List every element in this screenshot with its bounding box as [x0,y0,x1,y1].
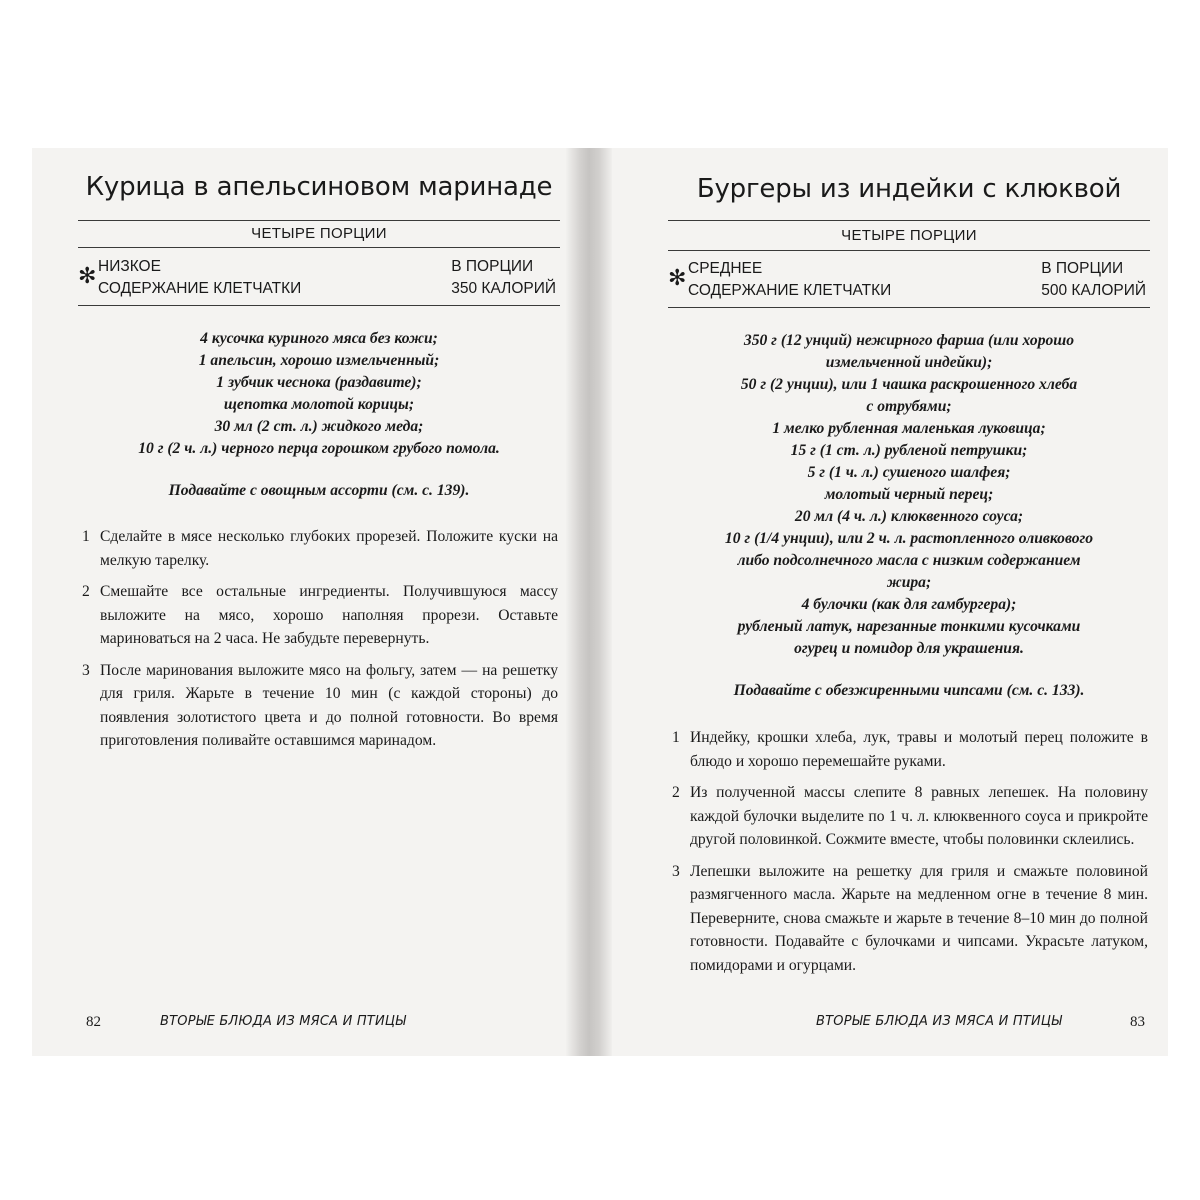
fiber-content [98,256,301,300]
book-spine-shadow [566,148,612,1056]
step-text: Сделайте в мясе несколько глубоких прорезей. Положите куски на мелкую тарелку. [100,528,558,569]
calories-value: 500 КАЛОРИЙ [1041,282,1146,299]
fiber-caption: СОДЕРЖАНИЕ КЛЕТЧАТКИ [688,282,892,299]
left-page [78,148,560,1056]
step-number: 1 [82,528,90,545]
step-number: 3 [82,661,90,679]
step-number: 3 [672,862,680,880]
ingredient-line: 1 мелко рубленная маленькая луковица; [772,420,1046,437]
calories-caption: В ПОРЦИИ [1041,260,1124,277]
ingredient-line: 30 мл (2 ст. л.) жидкого меда; [214,418,424,435]
step-text: Из полученной массы слепите 8 равных лепешек. На половину каждой булочки выделите по 1 ч. л. клюквенного соуса и прикройте другой половинкой. Сожмите вместе, чтобы половинки склеились. [690,784,1148,848]
ingredient-line: 1 апельсин, хорошо измельченный; [198,352,440,369]
ingredient-line: рубленый латук, нарезанные тонкими кусочками [737,618,1081,635]
ingredient-line: 15 г (1 ст. л.) рубленой петрушки; [790,442,1028,459]
calories-info [1041,258,1146,302]
serving-suggestion: Подавайте с овощным ассорти (см. с. 139). [168,482,470,499]
ingredient-line: 10 г (2 ч. л.) черного перца горошком грубого помола. [138,440,500,457]
recipe-title: Бургеры из индейки с клюквой [696,174,1122,204]
asterisk-icon: ✻ [668,265,687,290]
page-number: 82 [86,1014,101,1030]
section-title: ВТОРЫЕ БЛЮДА ИЗ МЯСА И ПТИЦЫ [816,1014,1062,1029]
ingredient-line: 1 зубчик чеснока (раздавите); [216,374,422,391]
ingredient-line: измельченной индейки); [825,354,993,371]
instruction-step [78,659,558,753]
servings-label: ЧЕТЫРЕ ПОРЦИИ [841,227,977,244]
step-text: Лепешки выложите на решетку для гриля и смажьте половиной размягченного масла. Жарьте на медленном огне в течение 8 мин. Переверните, снова смажьте и жарьте в течение 8–10 мин до полной готовности. Подавайте с булочками и чипсами. Украсьте латуком, помидорами и огурцами. [690,862,1148,974]
right-page [668,148,1150,1056]
step-number: 1 [672,729,680,746]
ingredient-line: огурец и помидор для украшения. [794,640,1024,657]
calories-caption: В ПОРЦИИ [451,258,534,275]
instructions [668,726,1148,985]
calories-value: 350 КАЛОРИЙ [451,280,556,297]
instruction-step [78,580,558,651]
serving-suggestion: Подавайте с обезжиренными чипсами (см. с. 133). [733,682,1085,699]
step-text: Индейку, крошки хлеба, лук, травы и молотый перец положите в блюдо и хорошо перемешайте руками. [690,729,1148,770]
ingredient-line: 4 булочки (как для гамбургера); [801,596,1017,613]
section-title: ВТОРЫЕ БЛЮДА ИЗ МЯСА И ПТИЦЫ [160,1014,406,1029]
ingredient-line: щепотка молотой корицы; [223,396,415,413]
ingredients-list [78,328,560,502]
ingredient-line: 5 г (1 ч. л.) сушеного шалфея; [807,464,1011,481]
calories-info [451,256,556,300]
ingredient-line: молотый черный перец; [824,486,994,503]
ingredient-line: 10 г (1/4 унции), или 2 ч. л. растопленного оливкового [724,530,1094,547]
nutrition-rule [78,305,560,306]
ingredient-line: жира; [886,574,932,591]
instruction-step [668,860,1148,978]
step-text: После маринования выложите мясо на фольгу, затем — на решетку для гриля. Жарьте в течение 10 мин (с каждой стороны) до появления золотистого цвета и до полной готовности. Во время приготовления поливайте оставшимся маринадом. [100,661,558,749]
ingredient-line: с отрубями; [866,398,952,415]
step-number: 2 [82,583,90,600]
ingredients-list [668,330,1150,702]
nutrition-info [78,256,560,300]
ingredient-line: либо подсолнечного масла с низким содержанием [737,552,1081,569]
recipe-title: Курица в апельсиновом маринаде [85,172,553,202]
fiber-level: СРЕДНЕЕ [688,260,763,277]
step-text: Смешайте все остальные ингредиенты. Получившуюся массу выложите на мясо, хорошо наполняя прорези. Оставьте мариноваться на 2 часа. Не забудьте перевернуть. [100,583,558,647]
servings-rule [668,250,1150,251]
fiber-level: НИЗКОЕ [98,258,161,275]
step-number: 2 [672,784,680,801]
title-rule [668,220,1150,221]
nutrition-rule [668,307,1150,308]
ingredient-line: 50 г (2 унции), или 1 чашка раскрошенного хлеба [740,376,1078,393]
ingredient-line: 20 мл (4 ч. л.) клюквенного соуса; [794,508,1024,525]
instruction-step [668,726,1148,773]
page-number: 83 [1130,1014,1145,1030]
instructions [78,525,558,761]
asterisk-icon: ✻ [78,263,97,288]
instruction-step [78,525,558,572]
servings-label: ЧЕТЫРЕ ПОРЦИИ [251,225,387,242]
ingredient-line: 4 кусочка куриного мяса без кожи; [200,330,438,347]
servings-rule [78,247,560,248]
nutrition-info [668,258,1150,302]
instruction-step [668,781,1148,852]
fiber-caption: СОДЕРЖАНИЕ КЛЕТЧАТКИ [98,280,302,297]
title-rule [78,220,560,221]
ingredient-line: 350 г (12 унций) нежирного фарша (или хорошо [743,332,1075,349]
fiber-content [688,258,891,302]
